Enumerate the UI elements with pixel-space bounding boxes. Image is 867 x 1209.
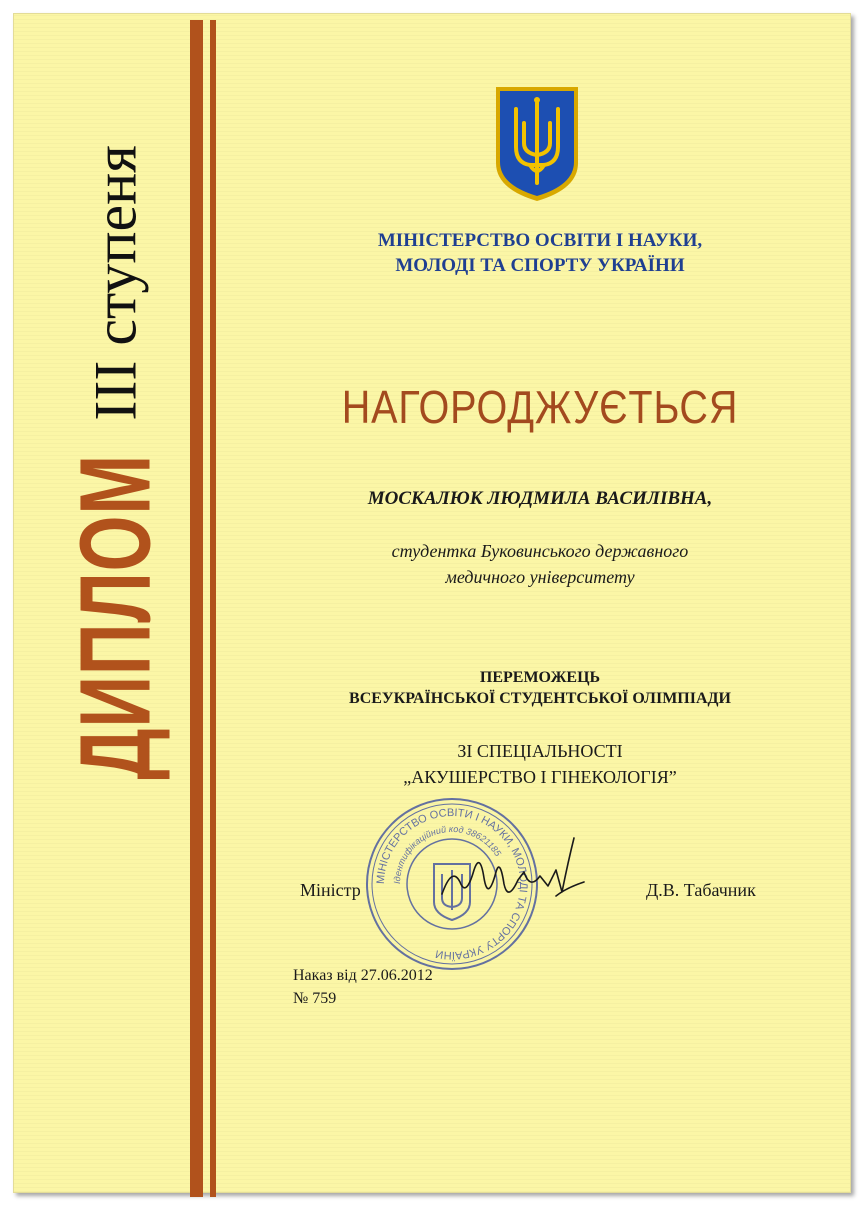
vertical-title [59, 58, 171, 930]
signatory-title: Міністр [300, 880, 361, 900]
award-title: НАГОРОДЖУЄТЬСЯ [341, 381, 739, 433]
order-date: Наказ від 27.06.2012 [293, 967, 433, 984]
diploma-word: ДИПЛОМ [59, 453, 171, 780]
ministry-line-2: МОЛОДІ ТА СПОРТУ УКРАЇНИ [395, 255, 685, 276]
specialty [300, 738, 780, 790]
seal-outer-text: МІНІСТЕРСТВО ОСВІТИ І НАУКИ, МОЛОДІ ТА СПОРТУ УКРАЇНИ [374, 806, 530, 962]
specialty-line-1: ЗІ СПЕЦІАЛЬНОСТІ [457, 741, 623, 761]
order-number: № 759 [293, 990, 337, 1007]
specialty-line-2: „АКУШЕРСТВО І ГІНЕКОЛОГІЯ” [403, 767, 677, 787]
seal-inner-text: Ідентифікаційний код 38621185 [391, 823, 504, 885]
recipient-name: МОСКАЛЮК ЛЮДМИЛА ВАСИЛІВНА, [367, 488, 713, 509]
decorative-stripe-wide [190, 20, 203, 1197]
ministry-name [300, 228, 780, 278]
tryzub-coat-of-arms-icon [494, 85, 580, 203]
handwritten-signature [438, 832, 588, 922]
ministry-line-1: МІНІСТЕРСТВО ОСВІТИ І НАУКИ, [377, 230, 703, 251]
achievement-line-1: ПЕРЕМОЖЕЦЬ [479, 669, 601, 686]
recipient-desc-line-2: медичного університету [445, 567, 635, 587]
diploma-degree: III ступеня [82, 145, 148, 421]
signatory-name: Д.В. Табачник [646, 880, 756, 900]
achievement [300, 667, 780, 709]
recipient-desc-line-1: студентка Буковинського державного [391, 541, 689, 561]
achievement-line-2: ВСЕУКРАЇНСЬКОЇ СТУДЕНТСЬКОЇ ОЛІМПІАДИ [349, 690, 731, 707]
decorative-stripe-narrow [210, 20, 216, 1197]
recipient-description [300, 538, 780, 590]
